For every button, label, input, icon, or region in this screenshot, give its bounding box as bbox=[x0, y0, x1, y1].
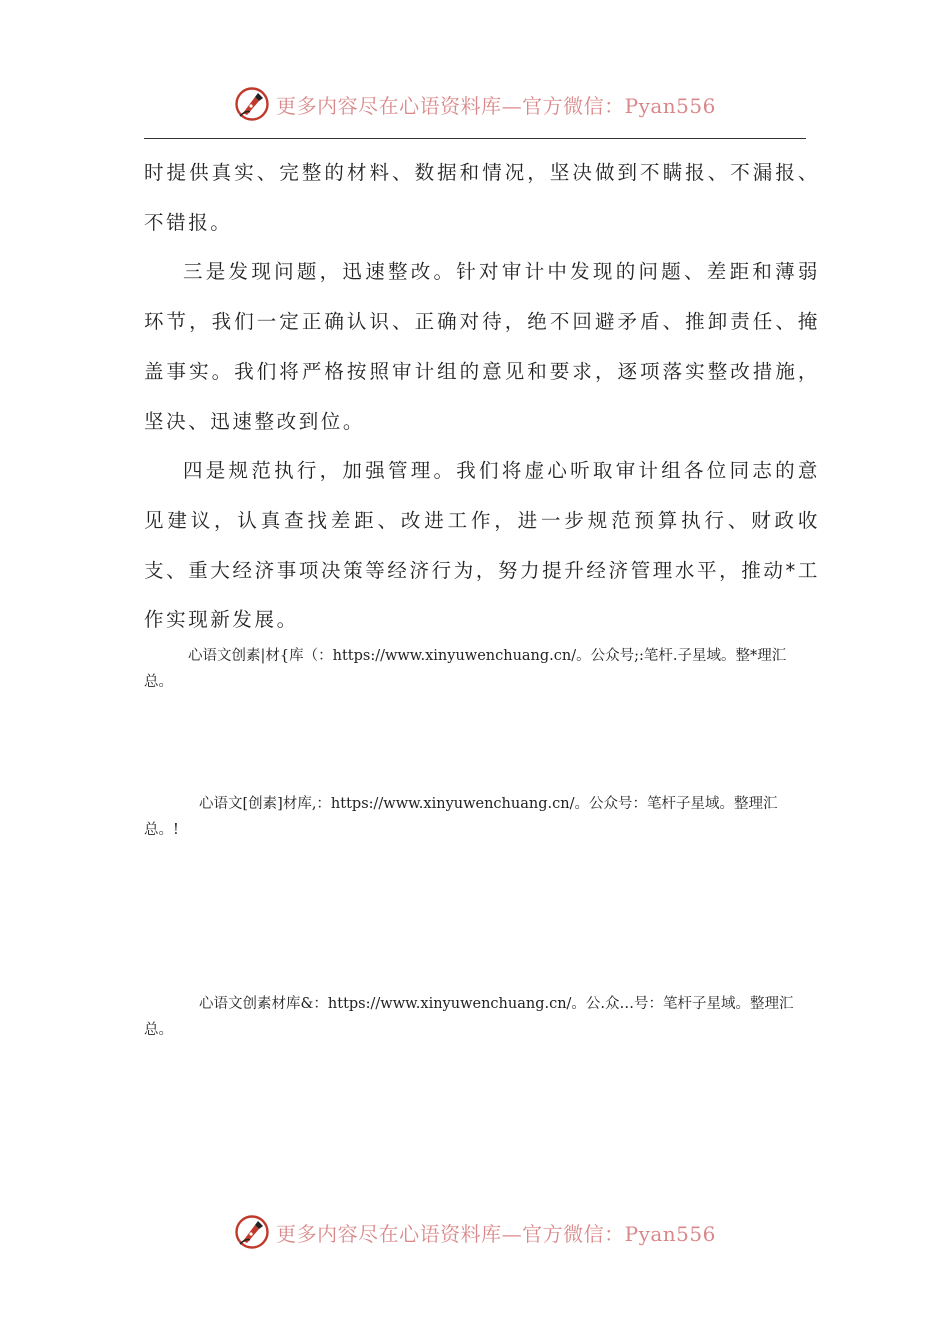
paragraph-1: 时提供真实、完整的材料、数据和情况，坚决做到不瞒报、不漏报、不错报。 bbox=[144, 161, 820, 234]
header-banner-text: 更多内容尽在心语资料库—官方微信：Pyan556 bbox=[276, 93, 716, 118]
header-divider bbox=[144, 138, 806, 139]
paragraph-2: 三是发现问题，迅速整改。针对审计中发现的问题、差距和薄弱环节，我们一定正确认识、正确对待，绝不回避矛盾、推卸责任、掩盖事实。我们将严格按照审计组的意见和要求，逐项落实整改措施，坚决、迅速整改到位。 bbox=[144, 260, 820, 433]
source-note-2: 心语文[创素]材库,：https://www.xinyuwenchuang.cn/。公众号：笔杆子星域。整理汇总。! bbox=[144, 796, 778, 838]
header-banner bbox=[0, 82, 950, 126]
source-note-3: 心语文创素材库&：https://www.xinyuwenchuang.cn/。公.众…号：笔杆子星域。整理汇总。 bbox=[144, 996, 794, 1038]
source-note-1: 心语文创素|材{库（：https://www.xinyuwenchuang.cn/。公众号;:笔杆.子星域。整*理汇总。 bbox=[144, 648, 787, 690]
paragraph-3: 四是规范执行，加强管理。我们将虚心听取审计组各位同志的意见建议，认真查找差距、改进工作，进一步规范预算执行、财政收支、重大经济事项决策等经济行为，努力提升经济管理水平，推动*工作实现新发展。 bbox=[144, 459, 820, 632]
pen-nib-icon bbox=[234, 86, 270, 122]
footer-banner bbox=[0, 1210, 950, 1254]
footer-banner-text: 更多内容尽在心语资料库—官方微信：Pyan556 bbox=[276, 1221, 716, 1246]
document-body bbox=[144, 148, 820, 645]
pen-nib-icon bbox=[234, 1214, 270, 1250]
